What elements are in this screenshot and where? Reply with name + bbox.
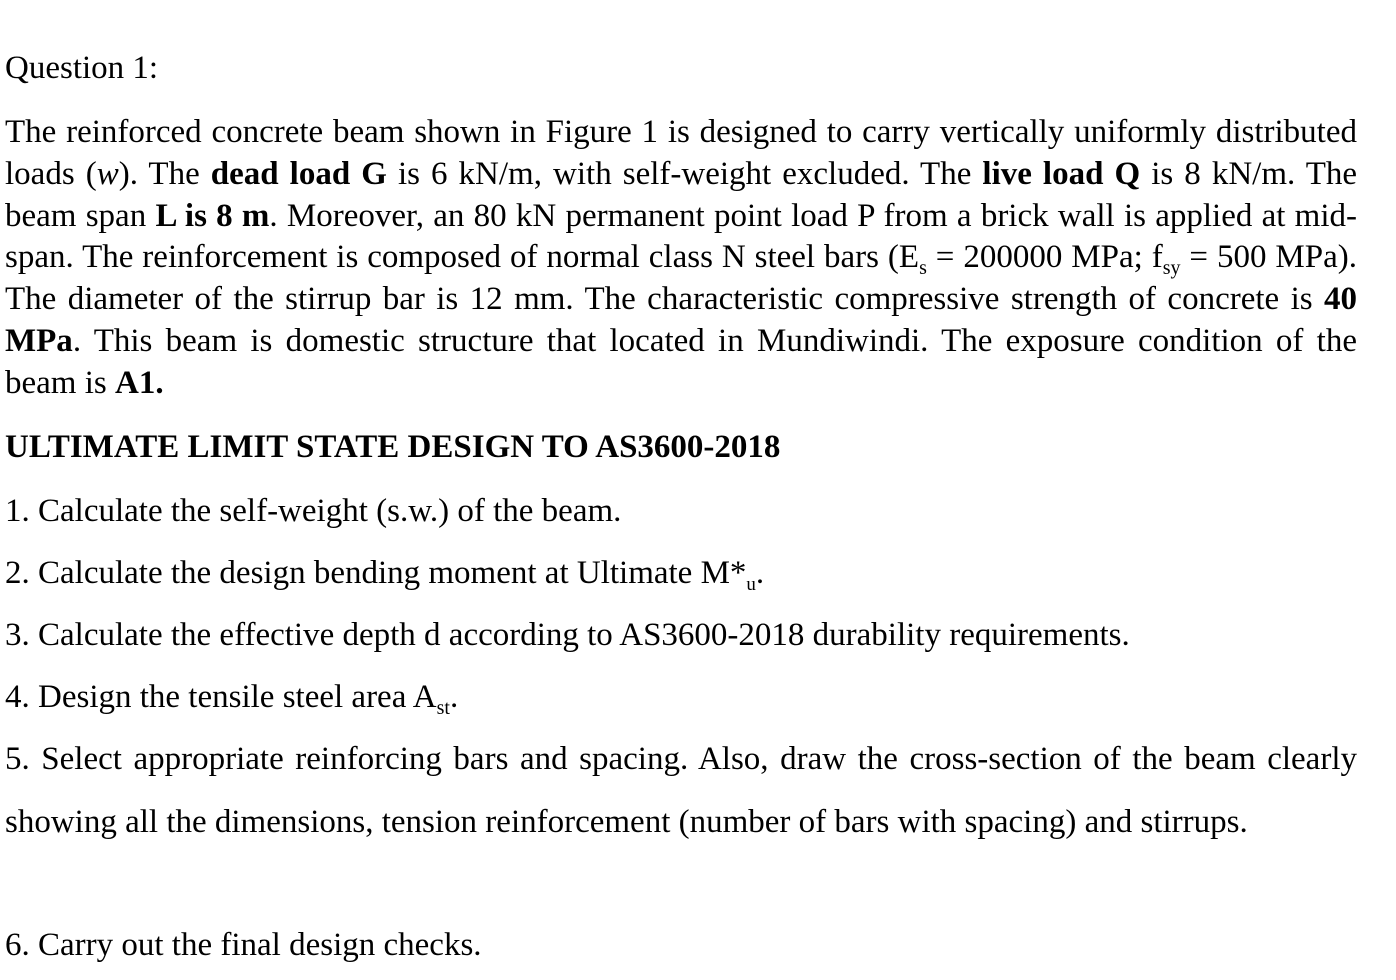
live-load-label: live load Q bbox=[982, 155, 1141, 192]
question-6: 6. Carry out the final design checks. bbox=[5, 927, 482, 963]
question-4-end: . bbox=[449, 679, 459, 715]
question-5: 5. Select appropriate reinforcing bars and spacing. Also, draw the cross-section of the beam clearly showing all the dimensions, tension reinforcement (number of bars with spacing) and stirrups. bbox=[5, 741, 1357, 840]
problem-description bbox=[5, 112, 1357, 405]
fsy-subscript: sy bbox=[1162, 257, 1181, 280]
exposure-label: A1. bbox=[114, 364, 164, 401]
section-title: ULTIMATE LIMIT STATE DESIGN TO AS3600-2018 bbox=[5, 429, 781, 465]
question-4-text: 4. Design the tensile steel area A bbox=[5, 679, 437, 715]
desc-text-2: ). The bbox=[118, 155, 211, 192]
desc-text-8: . This beam is domestic structure that located in Mundiwindi. The exposure condition of the beam is bbox=[5, 322, 1357, 401]
load-symbol-w: w bbox=[96, 155, 119, 192]
steel-area-subscript: st bbox=[436, 697, 450, 719]
question-3: 3. Calculate the effective depth d according to AS3600-2018 durability requirements. bbox=[5, 617, 1130, 653]
question-4 bbox=[5, 676, 458, 718]
question-2 bbox=[5, 552, 764, 594]
desc-text-5: . Moreover, an 80 kN permanent point load P from a brick wall is applied at mid-span. The reinforcement is composed of normal class N steel bars (E bbox=[5, 197, 1357, 276]
desc-text-6: = 200000 MPa; f bbox=[926, 239, 1163, 276]
es-subscript: s bbox=[919, 257, 927, 280]
question-2-text: 2. Calculate the design bending moment at Ultimate M* bbox=[5, 555, 747, 591]
desc-text-1: The reinforced concrete beam shown in Figure 1 is designed to carry vertically uniformly distributed loads ( bbox=[5, 114, 1357, 192]
span-label: L is 8 m bbox=[155, 197, 270, 234]
desc-text-3: is 6 kN/m, with self-weight excluded. The bbox=[386, 155, 983, 192]
question-heading: Question 1: bbox=[5, 50, 159, 86]
moment-subscript: u bbox=[746, 574, 756, 595]
question-1: 1. Calculate the self-weight (s.w.) of the beam. bbox=[5, 493, 622, 529]
concrete-strength-label: 40 MPa bbox=[5, 281, 1357, 359]
desc-text-7: = 500 MPa). The diameter of the stirrup bar is 12 mm. The characteristic compressive strength of concrete is bbox=[5, 239, 1357, 318]
question-2-end: . bbox=[755, 555, 765, 591]
desc-text-4: is 8 kN/m. The beam span bbox=[5, 155, 1358, 234]
dead-load-label: dead load G bbox=[210, 155, 387, 192]
